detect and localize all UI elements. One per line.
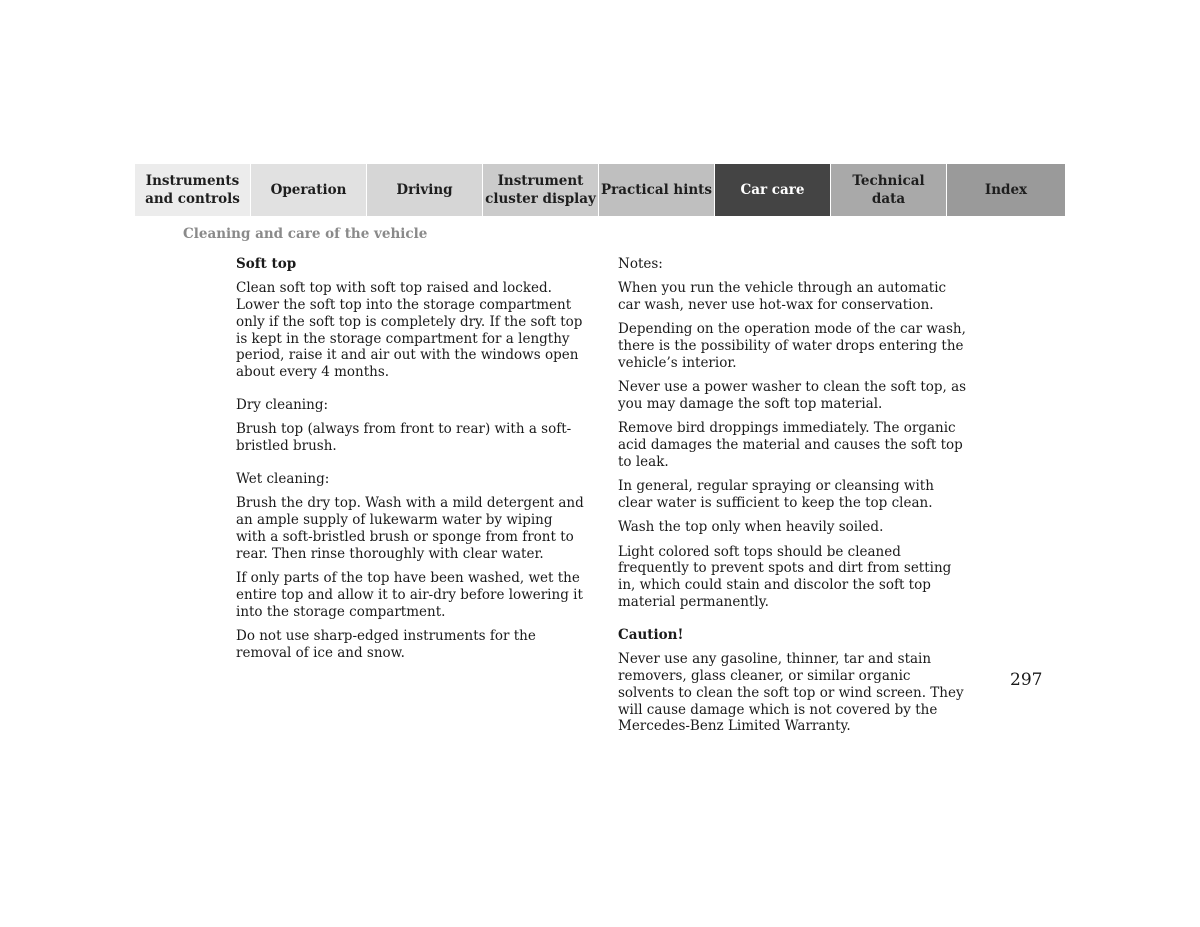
tab-car-care[interactable]: Car care bbox=[715, 164, 831, 216]
wet-cleaning-text: Brush the dry top. Wash with a mild detergent and an ample supply of lukewarm water by wiping with a soft-bristled brush or sponge from front to rear. Then rinse thoroughly with clear water. bbox=[236, 495, 584, 562]
soft-top-intro: Clean soft top with soft top raised and locked. Lower the soft top into the storage compartment only if the soft top is completely dry. If the soft top is kept in the storage compartment for a lengthy period, raise it and air out with the windows open about every 4 months. bbox=[236, 280, 583, 381]
tab-index[interactable]: Index bbox=[947, 164, 1065, 216]
tab-operation[interactable]: Operation bbox=[251, 164, 367, 216]
note-paragraph: Wash the top only when heavily soiled. bbox=[618, 519, 884, 536]
sharp-instruments-text: Do not use sharp-edged instruments for the removal of ice and snow. bbox=[236, 627, 536, 661]
dry-cleaning-text: Brush top (always from front to rear) with a soft-bristled brush. bbox=[236, 421, 572, 455]
note-paragraph: In general, regular spraying or cleansing with clear water is sufficient to keep the top clean. bbox=[618, 478, 934, 512]
soft-top-heading: Soft top bbox=[236, 256, 297, 272]
dry-cleaning-label: Dry cleaning: bbox=[236, 397, 329, 414]
notes-label: Notes: bbox=[618, 256, 663, 272]
caution-heading: Caution! bbox=[618, 626, 684, 643]
wet-cleaning-label: Wet cleaning: bbox=[236, 470, 330, 487]
left-column bbox=[236, 256, 586, 669]
caution-text: Never use any gasoline, thinner, tar and stain removers, glass cleaner, or similar organic solvents to clean the soft top or wind screen. They will cause damage which is not covered by the Mercedes-Benz Limited Warranty. bbox=[618, 651, 964, 735]
tab-driving[interactable]: Driving bbox=[367, 164, 483, 216]
note-paragraph: Never use a power washer to clean the soft top, as you may damage the soft top material. bbox=[618, 379, 967, 413]
chapter-tab-bar bbox=[135, 164, 1065, 216]
section-title: Cleaning and care of the vehicle bbox=[183, 226, 428, 242]
note-paragraph: When you run the vehicle through an automatic car wash, never use hot-wax for conservation. bbox=[618, 280, 947, 314]
tab-practical-hints[interactable]: Practical hints bbox=[599, 164, 715, 216]
partial-wash-text: If only parts of the top have been washed, wet the entire top and allow it to air-dry before lowering it into the storage compartment. bbox=[236, 569, 583, 620]
tab-instruments-and-controls[interactable]: Instruments and controls bbox=[135, 164, 251, 216]
right-column bbox=[618, 256, 968, 743]
note-paragraph: Depending on the operation mode of the car wash, there is the possibility of water drops entering the vehicle’s interior. bbox=[618, 321, 966, 371]
note-paragraph: Remove bird droppings immediately. The organic acid damages the material and causes the soft top to leak. bbox=[618, 420, 963, 470]
note-paragraph: Light colored soft tops should be cleaned frequently to prevent spots and dirt from setting in, which could stain and discolor the soft top material permanently. bbox=[618, 543, 952, 611]
tab-instrument-cluster-display[interactable]: Instrument cluster display bbox=[483, 164, 599, 216]
page-number: 297 bbox=[1010, 670, 1043, 690]
tab-technical-data[interactable]: Technical data bbox=[831, 164, 947, 216]
